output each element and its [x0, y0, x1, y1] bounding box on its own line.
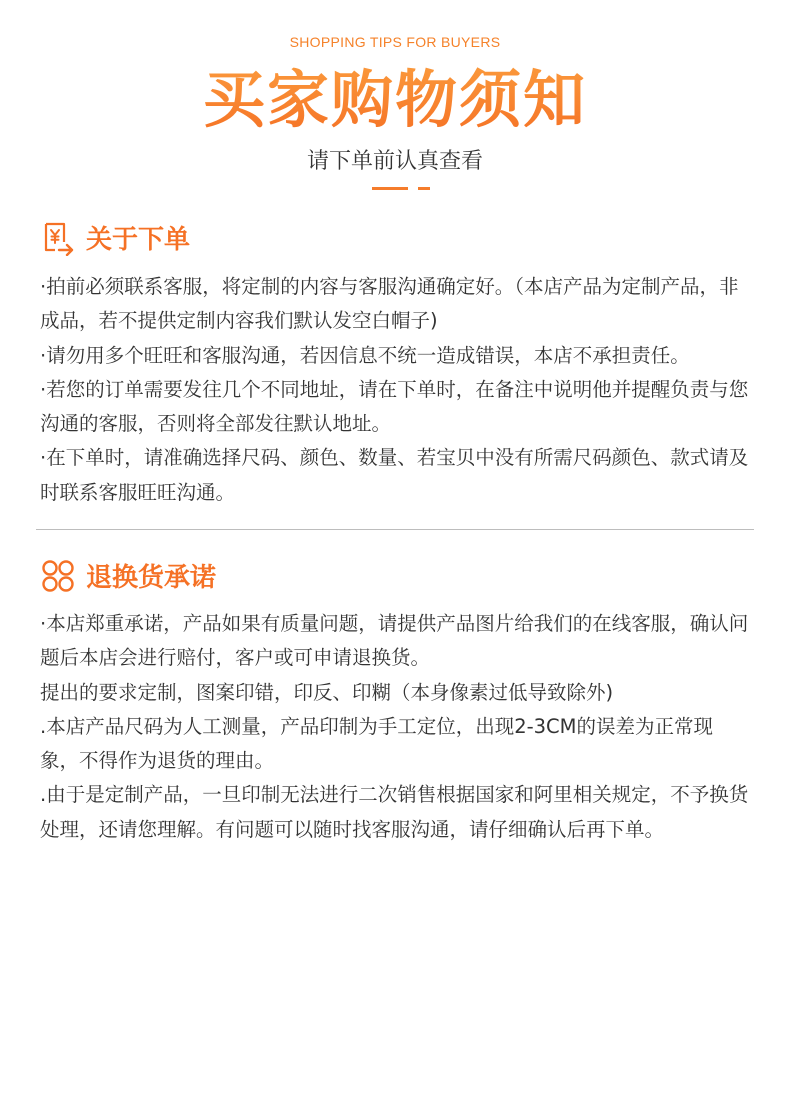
- paragraph: .本店产品尺码为人工测量，产品印制为手工定位，出现2-3CM的误差为正常现象，不得作为退货的理由。: [40, 714, 713, 773]
- paragraph: ·若您的订单需要发往几个不同地址，请在下单时，在备注中说明他并提醒负责与您沟通的客服，否则将全部发往默认地址。: [40, 377, 749, 436]
- paragraph: ·拍前必须联系客服，将定制的内容与客服沟通确定好。（本店产品为定制产品，非成品，若不提供定制内容我们默认发空白帽子): [40, 275, 739, 333]
- paragraph: .由于是定制产品，一旦印制无法进行二次销售根据国家和阿里相关规定，不予换货处理，还请您理解。有问题可以随时找客服沟通，请仔细确认后再下单。: [40, 783, 749, 841]
- paragraph: ·请勿用多个旺旺和客服沟通，若因信息不统一造成错误，本店不承担责任。: [40, 343, 690, 367]
- paragraph: ·本店郑重承诺，产品如果有质量问题，请提供产品图片给我们的在线客服，确认问题后本店会进行赔付，客户或可申请退换货。: [40, 612, 749, 670]
- four-circles-icon: [40, 558, 76, 594]
- paragraph: 提出的要求定制，图案印错，印反、印糊（本身像素过低导致除外): [40, 680, 614, 704]
- english-subtitle: SHOPPING TIPS FOR BUYERS: [289, 34, 501, 50]
- section-body-return: [40, 607, 750, 847]
- section-title-return: [40, 557, 216, 594]
- page-title: 买家购物须知: [0, 62, 790, 138]
- title-underline-short: [418, 187, 430, 190]
- section-body-order: [40, 270, 750, 510]
- section-title-label: 关于下单: [86, 225, 191, 255]
- section-divider: [36, 529, 754, 530]
- title-underline-long: [372, 187, 408, 190]
- section-title-order: [40, 219, 190, 256]
- section-title-label: 退换货承诺: [86, 563, 217, 593]
- yen-receipt-icon: [40, 220, 76, 256]
- chinese-subtitle: 请下单前认真查看: [306, 149, 483, 174]
- paragraph: ·在下单时，请准确选择尺码、颜色、数量、若宝贝中没有所需尺码颜色、款式请及时联系客服旺旺沟通。: [40, 446, 749, 504]
